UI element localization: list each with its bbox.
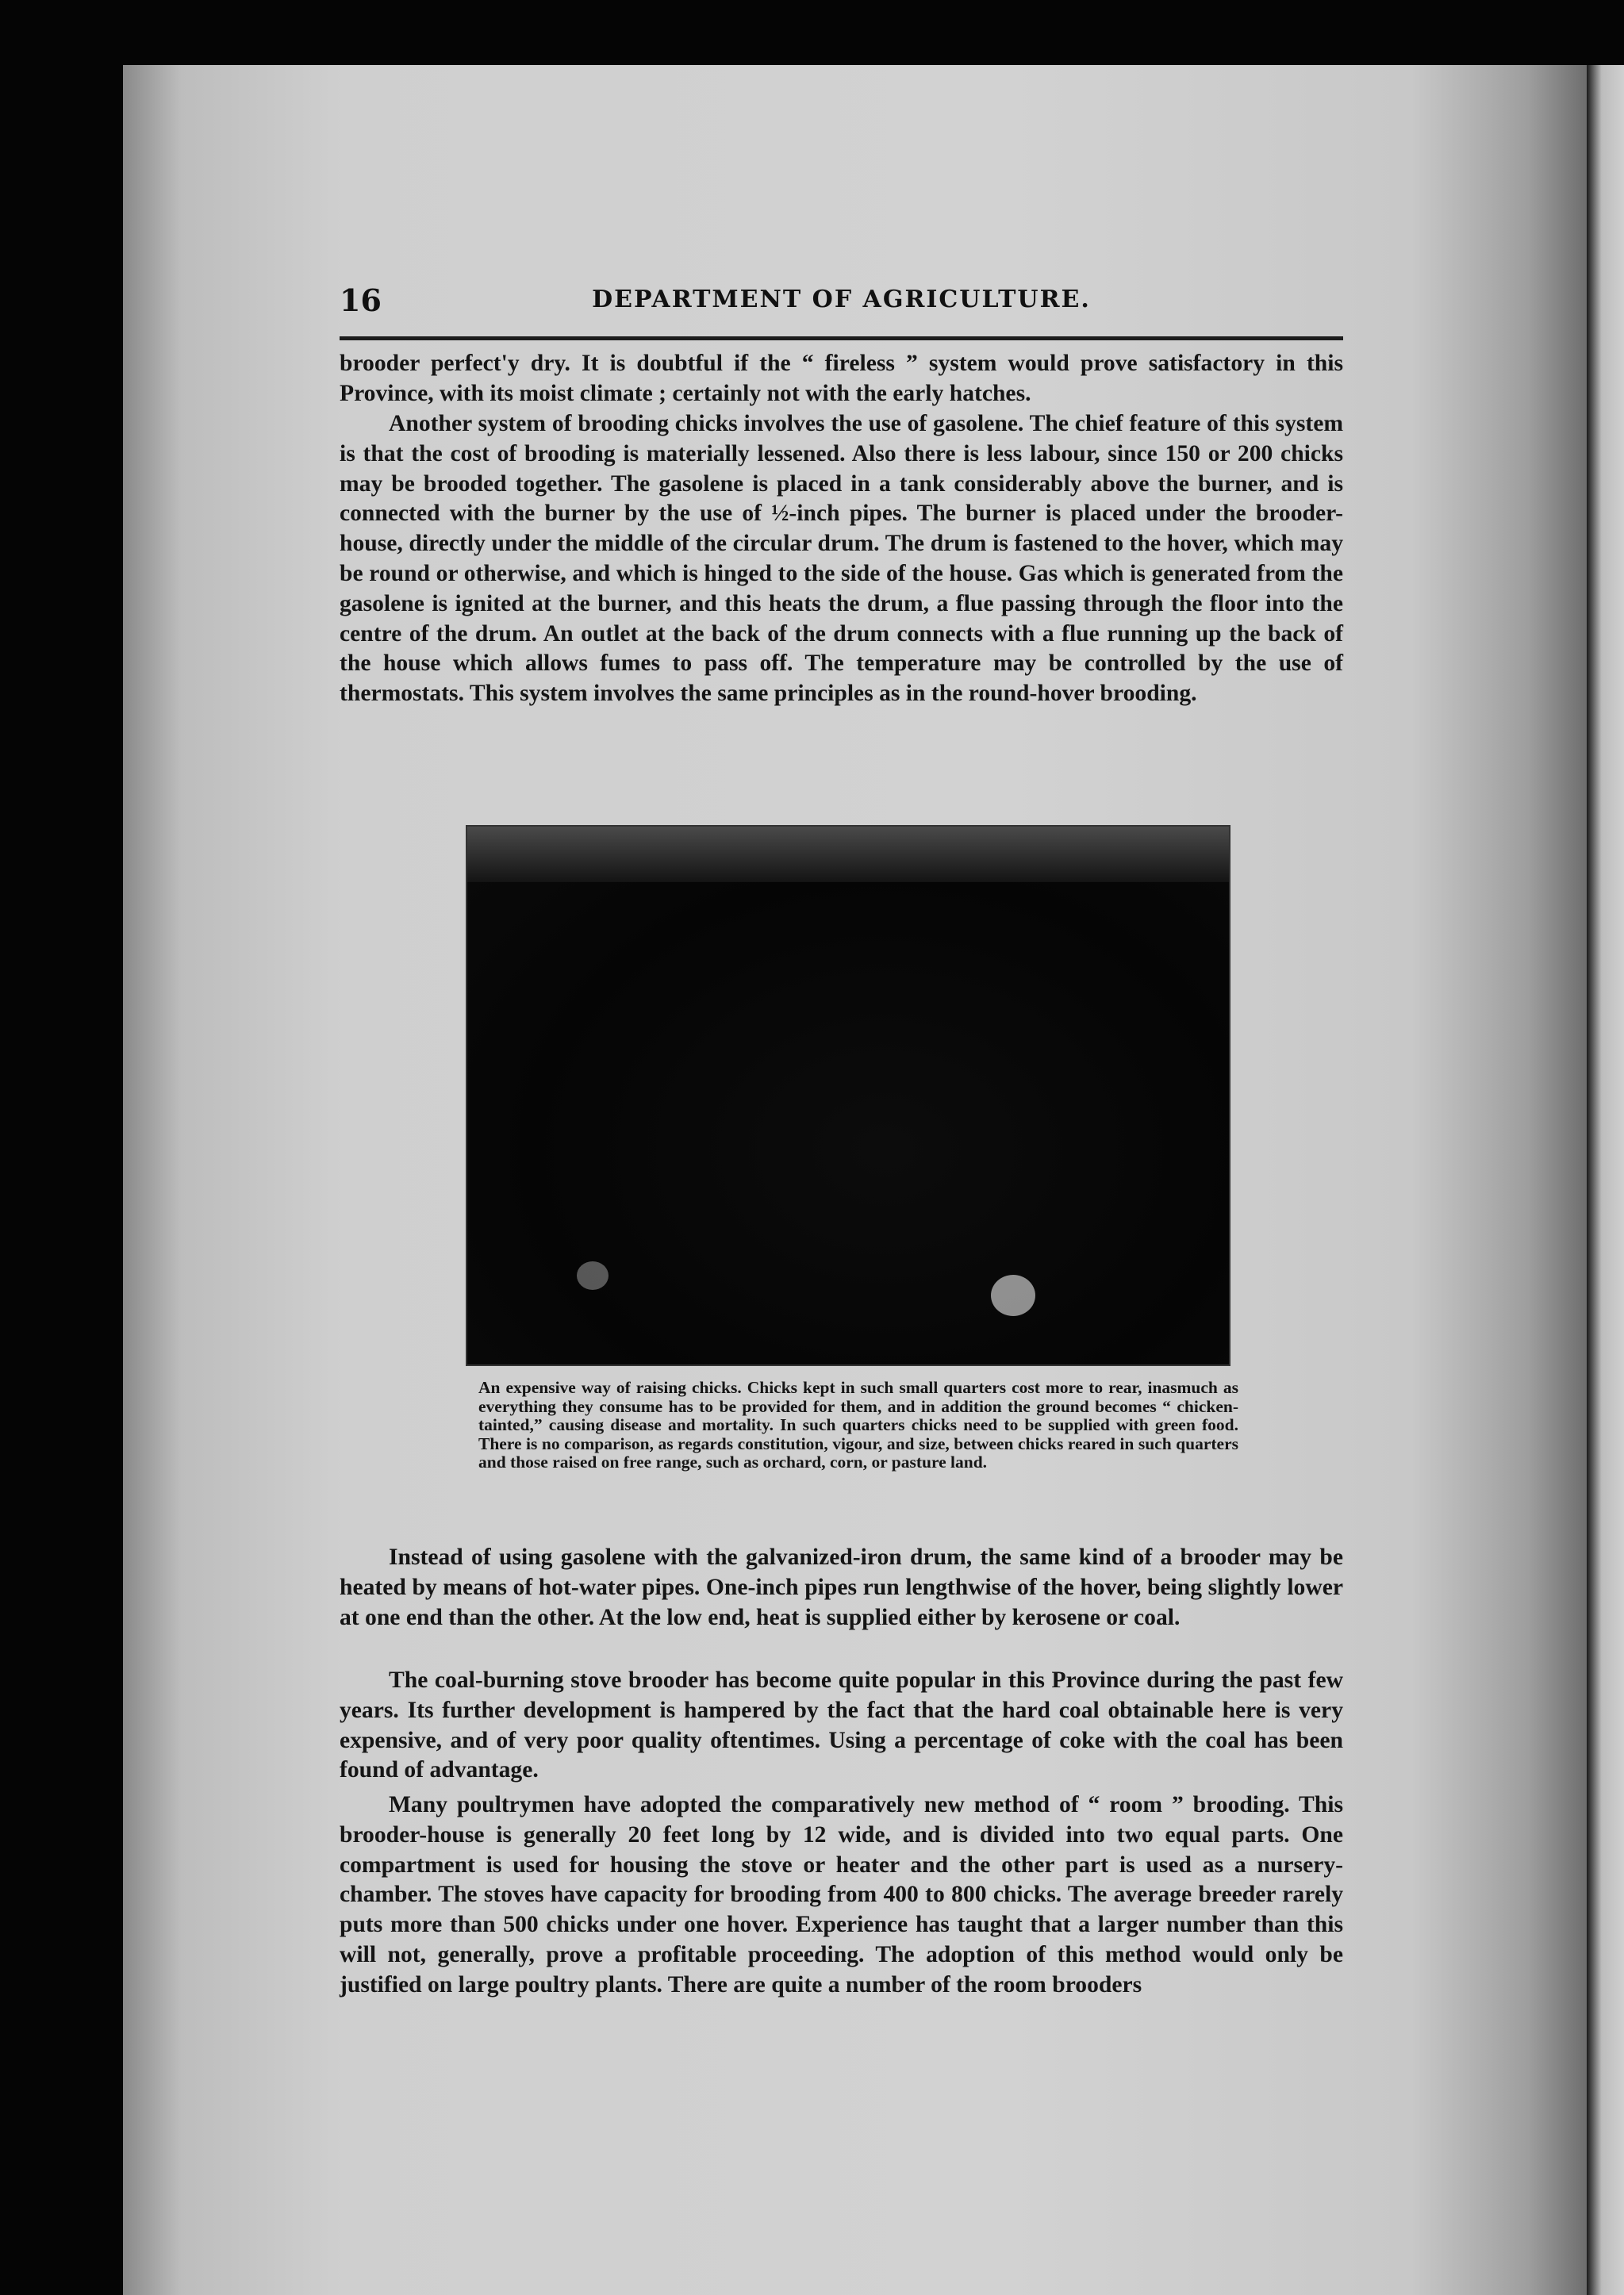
page-number: 16	[340, 282, 382, 318]
photo-sky	[467, 827, 1229, 882]
paragraph-room-brooding: Many poultrymen have adopted the comparatively new method of “ room ” brooding. This brooder-house is generally 20 feet long by 12 wide, and is divided into two equal parts. One compartment is used for housing the stove or heater and the other part is used as a nursery-chamber. The stoves have capacity for brooding from 400 to 800 chicks. The average breeder rarely puts more than 500 chicks under one hover. Experience has taught that a larger number than this will not, generally, prove a profitable proceeding. The adoption of this method would only be justified on large poultry plants. There are quite a number of the room brooders	[340, 1792, 1343, 1998]
paragraph-hot-water-pipes: Instead of using gasolene with the galvanized-iron drum, the same kind of a brooder may be heated by means of hot-water pipes. One-inch pipes run lengthwise of the hover, being slightly lower at one end than the other. At the low end, heat is supplied either by kerosene or coal.	[340, 1545, 1343, 1630]
photo-chick-left	[577, 1261, 609, 1290]
running-head: DEPARTMENT OF AGRICULTURE.	[592, 286, 1091, 313]
photo-chicks-in-small-quarters	[466, 825, 1230, 1366]
paragraph-fireless: brooder perfect'y dry. It is doubtful if the “ fireless ” system would prove satisfactory in this Province, with its moist climate ; certainly not with the early hatches.	[340, 351, 1343, 406]
header-rule	[340, 336, 1343, 340]
paragraph-coal-burning-stove: The coal-burning stove brooder has become quite popular in this Province during the past few years. Its further development is hampered by the fact that the hard coal obtainable here is very expensive, and of very poor quality oftentimes. Using a percentage of coke with the coal has been found of advantage.	[340, 1668, 1343, 1783]
photo-chick-right	[991, 1275, 1035, 1316]
page-header	[340, 282, 1343, 330]
figure-caption: An expensive way of raising chicks. Chicks kept in such small quarters cost more to rear, inasmuch as everything they consume has to be provided for them, and in addition the ground becomes “ chicken-tainted,” causing disease and mortality. In such quarters chicks need to be supplied with green food. There is no comparison, as regards constitution, vigour, and size, between chicks reared in such quarters and those raised on free range, such as orchard, corn, or pasture land.	[478, 1378, 1238, 1472]
facing-page-edge	[1587, 65, 1624, 2295]
paragraph-gasolene-system: Another system of brooding chicks involves the use of gasolene. The chief feature of this system is that the cost of brooding is materially lessened. Also there is less labour, since 150 or 200 chicks may be brooded together. The gasolene is placed in a tank considerably above the burner, and is connected with the burner by the use of ½-inch pipes. The burner is placed under the brooder-house, directly under the middle of the circular drum. The drum is fastened to the hover, which may be round or otherwise, and which is hinged to the side of the house. Gas which is generated from the gasolene is ignited at the burner, and this heats the drum, a flue passing through the floor into the centre of the drum. An outlet at the back of the drum connects with a flue running up the back of the house which allows fumes to pass off. The temperature may be controlled by the use of thermostats. This system involves the same principles as in the round-hover brooding.	[340, 411, 1343, 707]
